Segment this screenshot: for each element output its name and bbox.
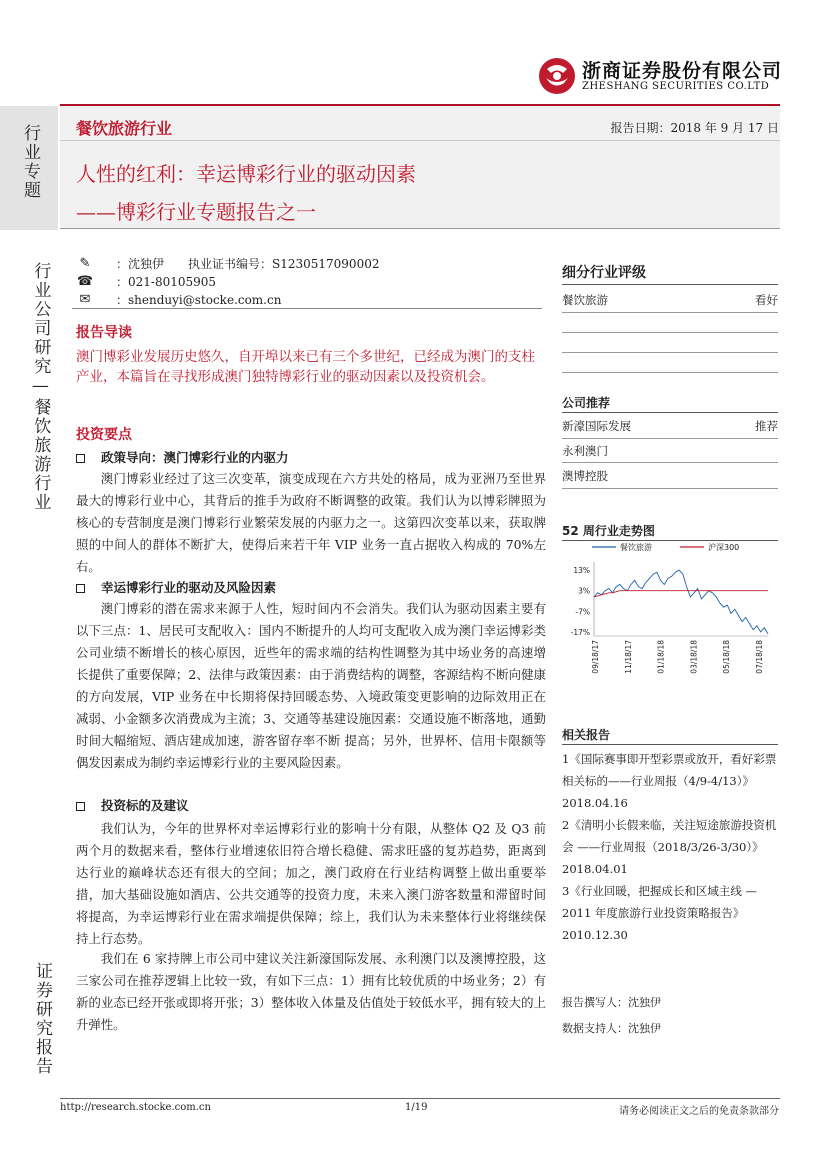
y-tick-label: 13% [573, 566, 590, 576]
y-tick-label: -17% [570, 627, 590, 637]
para-targets: 我们认为，今年的世界杯对幸运博彩行业的影响十分有限，从整体 Q2 及 Q3 前两个月的数据来看，整体行业增速依旧符合增长稳健、需求旺盛的复苏趋势，距离到达行业的巅峰状态还有很大的空间；加之，澳门政府在行业结构调整上做出重要举措，加大基础设施如酒店、公共交通等的投资力度，未来入澳门游客数量和滞留时间将提高，为幸运博彩行业在需求端提供保障；综上，我们认为未来整体行业将继续保持上行态势。 [76, 821, 546, 946]
footer-disclaimer: 请务必阅读正文之后的免责条款部分 [619, 1106, 779, 1117]
contact-email[interactable] [76, 291, 281, 308]
series-line [594, 570, 768, 634]
band-divider [60, 140, 780, 141]
checkbox-square-icon [76, 802, 85, 811]
y-tick-label: -7% [575, 607, 590, 617]
related-item-title[interactable]: 2《清明小长假来临，关注短途旅游投资机会 ——行业周报（2018/3/26-3/30）》 [562, 818, 777, 854]
band-bottom-rule [60, 228, 780, 229]
rating-row [562, 292, 778, 308]
pick-name: 澳博控股 [562, 469, 608, 483]
pick-rule [562, 488, 778, 489]
related-item-title[interactable]: 3《行业回暖，把握成长和区域主线 —2011 年度旅游行业投资策略报告》 [562, 884, 757, 920]
series-line [594, 591, 768, 597]
picks-rule [562, 412, 778, 413]
rating-rule [562, 284, 778, 285]
pen-icon: ✎ [79, 256, 91, 271]
report-subtitle: ——博彩行业专题报告之一 [76, 200, 316, 224]
related-item[interactable] [562, 814, 778, 880]
bullet-policy [76, 448, 289, 466]
rating-row-rule [562, 332, 778, 333]
pick-row [562, 468, 778, 484]
intro-text: 澳门博彩业发展历史悠久，自开埠以来已有三个多世纪，已经成为澳门的支柱产业，本篇旨在寻找形成澳门独特博彩行业的驱动因素以及投资机会。 [76, 349, 535, 385]
x-tick-label: 05/18/18 [722, 640, 732, 674]
page-number: 1/19 [405, 1102, 428, 1113]
related-item[interactable] [562, 880, 778, 946]
bullet-drivers [76, 578, 276, 596]
report-title: 人性的红利：幸运博彩行业的驱动因素 [76, 162, 416, 186]
contact-email-text[interactable]: ：shenduyi@stocke.com.cn [116, 293, 282, 307]
bullet-targets-label: 投资标的及建议 [101, 798, 189, 813]
report-writer: 报告撰写人：沈独伊 [562, 996, 661, 1009]
x-tick-label: 03/18/18 [689, 640, 699, 674]
rating-row-value: 看好 [755, 293, 778, 307]
picks-title: 公司推荐 [562, 396, 611, 410]
related-item-title[interactable]: 1《国际赛事即开型彩票或放开，看好彩票相关标的——行业周报（4/9-4/13）》 [562, 752, 777, 788]
related-item[interactable] [562, 748, 778, 814]
footer-url-link[interactable]: http://research.stocke.com.cn [60, 1102, 211, 1113]
pick-rating: 推荐 [755, 419, 778, 433]
rating-row-rule [562, 352, 778, 353]
pick-rule [562, 438, 778, 439]
contact-phone [76, 273, 216, 290]
para-policy: 澳门博彩业经过了这三次变革，演变成现在六方共处的格局，成为亚洲乃至世界最大的博彩行业中心，其背后的推手为政府不断调整的政策。我们认为以博彩牌照为核心的专营制度是澳门博彩行业繁荣发展的内驱力之一。这第四次变革以来，获取牌照的中间人的群体不断扩大，使得后来若干年 VIP 业务一直占据收入构成的 70%左右。 [76, 471, 546, 574]
contacts-rule [72, 308, 542, 309]
chart-title: 52 周行业走势图 [562, 524, 655, 538]
rating-title: 细分行业评级 [562, 265, 646, 281]
side-report-type-label: 证券研究报告 [32, 962, 52, 1076]
rating-row-rule [562, 372, 778, 373]
phone-icon: ☎ [76, 274, 94, 289]
side-tab-label: 行业专题 [20, 124, 40, 200]
y-tick-label: 3% [578, 586, 590, 596]
para-drivers: 澳门博彩的潜在需求来源于人性，短时间内不会消失。我们认为驱动因素主要有以下三点：1、居民可支配收入：国内不断提升的人均可支配收入成为澳门幸运博彩类公司业绩不断增长的核心原因，近些年的需求端的结构性调整为其中场业务的高速增长提供了重要保障；2、法律与政策因素：由于消费结构的调整，客源结构不断向健康的方向发展，VIP 业务在中长期将保持回暖态势、入境政策变更影响的边际效用正在减弱、小金额多次消费成为主流；3、交通等基建设施因素：交通设施不断落地，通勤时间大幅缩短、酒店建成加速，游客留存率不断 提高；另外，世界杯、信用卡限额等偶发因素成为制约幸运博彩行业的主要风险因素。 [76, 601, 546, 770]
data-supporter: 数据支持人：沈独伊 [562, 1022, 661, 1035]
bullet-drivers-label: 幸运博彩行业的驱动及风险因素 [101, 580, 277, 595]
related-title: 相关报告 [562, 728, 611, 742]
contact-phone-text: ：021-80105905 [116, 275, 217, 289]
pick-row [562, 443, 778, 459]
contact-analyst [76, 255, 379, 272]
mail-icon: ✉ [79, 292, 91, 307]
report-date: 报告日期：2018 年 9 月 17 日 [610, 121, 779, 135]
company-logo-icon [537, 56, 577, 96]
related-item-date: 2018.04.16 [562, 796, 628, 810]
related-item-date: 2018.04.01 [562, 862, 628, 876]
x-tick-label: 09/18/17 [591, 640, 600, 674]
x-tick-label: 01/18/18 [656, 640, 666, 674]
related-rule [562, 744, 778, 745]
company-name-cn: 浙商证券股份有限公司 [582, 60, 783, 82]
x-tick-label: 07/18/18 [755, 640, 764, 674]
contact-analyst-text: ：沈独伊 执业证书编号：S1230517090002 [116, 257, 380, 271]
legend-label: 沪深300 [708, 543, 740, 552]
intro-title: 报告导读 [76, 325, 132, 341]
bullet-targets [76, 796, 189, 814]
industry-trend-chart [562, 540, 778, 720]
checkbox-square-icon [76, 454, 85, 463]
para-recommend: 我们在 6 家持牌上市公司中建议关注新濠国际发展、永利澳门以及澳博控股，这三家公司在推荐逻辑上比较一致，有如下三点：1）拥有比较优质的中场业务；2）有新的业态已经开张或即将开张；3）整体收入体量及估值处于较低水平，拥有较大的上升弹性。 [76, 951, 546, 1032]
footer-rule [60, 1098, 780, 1099]
pick-name: 新濠国际发展 [562, 419, 631, 433]
pick-row [562, 418, 778, 434]
key-points-title: 投资要点 [76, 427, 132, 443]
side-category-label: 行业公司研究—餐饮旅游行业 [30, 262, 51, 512]
x-tick-label: 11/18/17 [623, 640, 633, 674]
rating-row-name: 餐饮旅游 [562, 293, 608, 307]
related-item-date: 2010.12.30 [562, 928, 628, 942]
bullet-policy-label: 政策导向：澳门博彩行业的内驱力 [101, 450, 289, 465]
company-name-en: ZHESHANG SECURITIES CO.LTD [582, 81, 770, 92]
legend-label: 餐饮旅游 [620, 543, 652, 552]
rating-row-rule [562, 312, 778, 313]
authors-block [562, 990, 661, 1042]
pick-name: 永利澳门 [562, 444, 608, 458]
checkbox-square-icon [76, 584, 85, 593]
pick-rule [562, 462, 778, 463]
industry-label: 餐饮旅游行业 [76, 119, 173, 138]
